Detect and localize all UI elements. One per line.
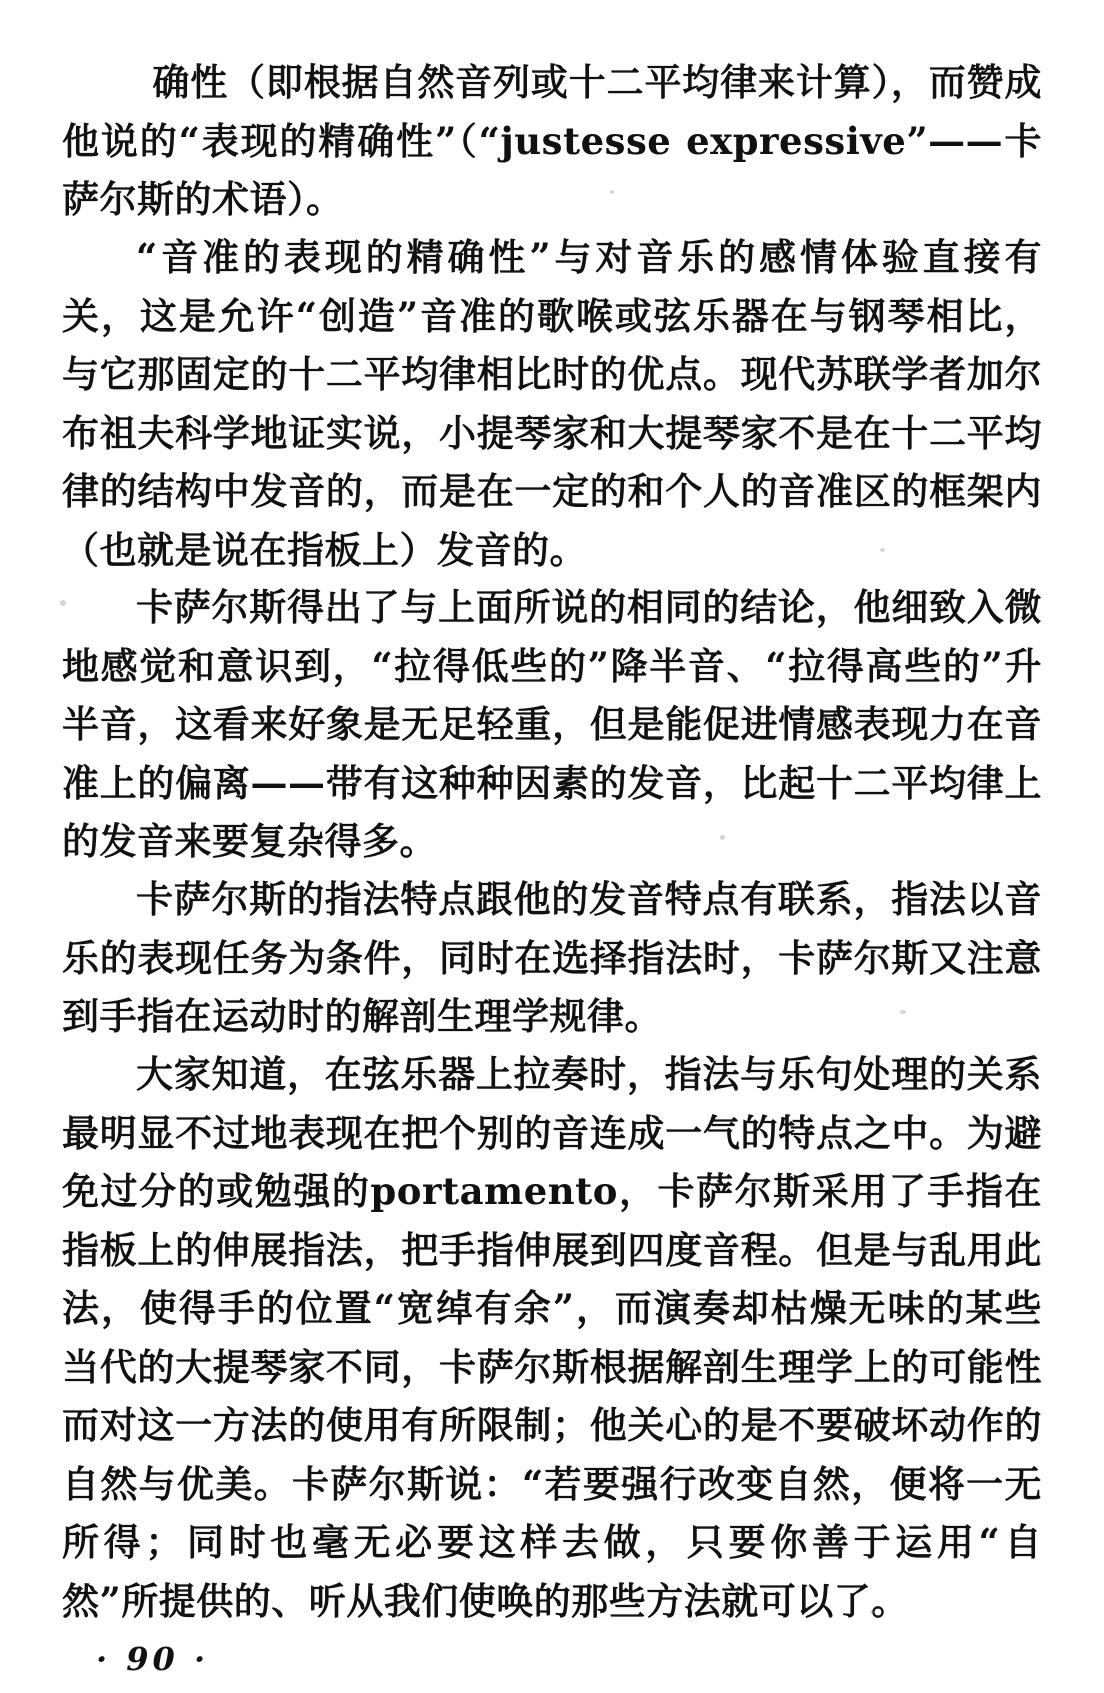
scan-speck: [720, 835, 725, 840]
paragraph-extension-fingering: 大家知道，在弦乐器上拉奏时，指法与乐句处理的关系最明显不过地表现在把个别的音连成一气的特点之中。为避免过分的或勉强的portamento，卡萨尔斯采用了手指在指板上的伸展指法，把手指伸展到四度音程。但是与乱用此法，使得手的位置“宽绰有余”，而演奏却枯燥无味的某些当代的大提琴家不同，卡萨尔斯根据解剖生理学上的可能性而对这一方法的使用有所限制；他关心的是不要破坏动作的自然与优美。卡萨尔斯说：“若要强行改变自然，便将一无所得；同时也毫无必要这样去做，只要你善于运用“自然”所提供的、听从我们使唤的那些方法就可以了。: [62, 1052, 1042, 1623]
page-number: · 90 ·: [96, 1640, 210, 1678]
paragraph-1-text: 确性（即根据自然音列或十二平均律来计算），而赞成他说的“表现的精确性”（“justesse expressive”——卡萨尔斯的术语）。: [62, 60, 1042, 221]
scan-speck: [400, 1605, 405, 1610]
paragraph-continuation: [62, 53, 1042, 229]
paragraph-casals-conclusion: 卡萨尔斯得出了与上面所说的相同的结论，他细致入微地感觉和意识到，“拉得低些的”降半音、“拉得高些的”升半音，这看来好象是无足轻重，但是能促进情感表现力在音准上的偏离——带有这种种因素的发音，比起十二平均律上的发音来要复杂得多。: [62, 585, 1042, 863]
scan-speck: [880, 548, 885, 552]
scan-speck: [610, 190, 614, 194]
scan-speck: [60, 600, 66, 606]
paragraph-intonation-precision: “音准的表现的精确性”与对音乐的感情体验直接有关，这是允许“创造”音准的歌喉或弦乐器在与钢琴相比，与它那固定的十二平均律相比时的优点。现代苏联学者加尔布祖夫科学地证实说，小提琴家和大提琴家不是在十二平均律的结构中发音的，而是在一定的和个人的音准区的框架内（也就是说在指板上）发音的。: [62, 235, 1042, 572]
scan-speck: [870, 1610, 874, 1614]
paragraph-fingering: 卡萨尔斯的指法特点跟他的发音特点有联系，指法以音乐的表现任务为条件，同时在选择指法时，卡萨尔斯又注意到手指在运动时的解剖生理学规律。: [62, 877, 1042, 1038]
scan-speck: [900, 1010, 906, 1014]
